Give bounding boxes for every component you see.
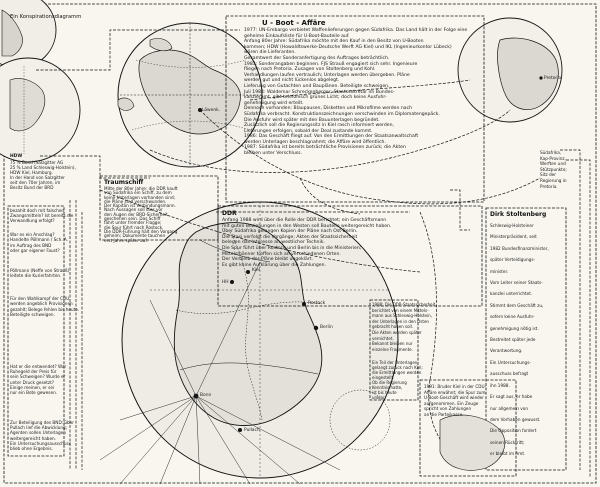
- text-line: bleiben unter Verschluss.: [244, 151, 302, 157]
- text-line: Verantwortung.: [490, 348, 523, 354]
- heading-ddr: DDR: [222, 210, 237, 217]
- text-line: unklar.: [372, 395, 386, 400]
- text-line: 1977: UN-Embargo verbietet Waffenlieferungen gegen Südafrika. Das Land hält in der Folge eine: [244, 28, 468, 33]
- text-line: Kenntnis hatte,: [372, 385, 403, 390]
- text-line: Für den Wahlkampf der CDU: [10, 296, 70, 301]
- text-line: im Auftrag des BND: [10, 242, 52, 248]
- text-line: Affäre erwähnt; die Spur zum: [424, 389, 486, 395]
- text-line: sofern keine Ausfuhr-: [490, 314, 535, 320]
- text-ddr-right: [372, 302, 436, 358]
- text-line: Werften und: [540, 161, 566, 167]
- text-line: Pretoria.: [540, 183, 558, 189]
- text-line: Schleswig-Holsteiner: [490, 223, 534, 228]
- text-line: Stimmt dem Geschäft zu,: [490, 302, 544, 308]
- heading-traumschiff: Traumschiff: [104, 179, 144, 186]
- text-left-bottom: [10, 364, 67, 396]
- text-line: erst Jahre später auf.: [104, 237, 148, 243]
- label-rostock: Rostock: [308, 301, 326, 306]
- text-line: Dennoch vorhanden: Blaupausen, Disketten und Mikrofilme werden nach: [244, 106, 413, 112]
- text-line: minister.: [490, 268, 509, 274]
- text-line: Die Stasi verfolgt die Vorgänge; Akten der Staatssicherheit: [222, 234, 358, 240]
- text-line: spricht von Zahlungen: [424, 406, 472, 412]
- text-line: Ein Teil der Unterlagen: [372, 360, 418, 365]
- text-line: oder gar eigener Faust?: [10, 248, 60, 254]
- text-line: Gesamtwert der Sonderanfertigung des Auftrages beträchtlich.: [244, 55, 390, 61]
- text-line: 1991: Bruder Kiel in der CDU-: [424, 384, 487, 389]
- text-line: belegen das Interesse an westlicher Technik.: [222, 240, 325, 246]
- text-line: kanzlei unterrichtet.: [490, 291, 533, 297]
- text-line: mann aus Schleswig-Holstein,: [372, 313, 432, 319]
- text-line: Die Spur führt über Rostock und Berlin bis in die Ministerien;: [222, 245, 362, 251]
- text-left-question: [10, 232, 69, 256]
- text-line: nur ein Bote gewesen.: [10, 390, 58, 396]
- marker-berlin: [314, 326, 318, 330]
- text-line: gebracht haben soll.: [372, 324, 414, 330]
- marker-pullach: [238, 428, 242, 432]
- text-main-top: [244, 28, 480, 198]
- text-line: Ein Untersuchungsausschuss: [10, 440, 71, 446]
- text-line: bezahlt doch mit falschen: [10, 208, 65, 213]
- text-line: leitete die Kurierfahrten.: [10, 273, 62, 278]
- text-line: aufgenommen. Ein Zeuge: [424, 400, 479, 406]
- text-line: kommen; HDW (Howaldtswerke-Deutsche Werft AG Kiel) und IKL (Ingenieurkontor Lübeck): [244, 44, 452, 50]
- label-kiel: Kiel: [252, 268, 261, 273]
- text-line: Anfang 1988 wird über die Rolle der DDR berichtet; ein Geschäftsmann: [222, 218, 387, 223]
- text-line: Juli 1984: Waldemar Schreckenberger, Staatssekretär im Bundes-: [244, 89, 395, 95]
- text-line: 1987: Südafrika ist bereits beträchtliche Provisionen zurück; die Akten: [244, 145, 406, 151]
- text-line: kanzleramt, gibt telefonisch grünes Licht; doch keine Ausfuhr-: [244, 95, 387, 101]
- text-line: unter Druck gesetzt?: [10, 379, 54, 385]
- text-line: 25 % Land Schleswig-Holstein),: [10, 165, 76, 170]
- text-line: später Verteidigungs-: [490, 257, 536, 263]
- text-line: Ob die Regierung: [372, 380, 407, 385]
- text-line: Lieferungen erfolgen, sobald der Deal zustande kommt.: [244, 128, 373, 134]
- text-line: Einige meinen, er sei: [10, 384, 55, 390]
- text-line: geheime Einkaufsliste für U-Boot-Bauteile auf.: [244, 33, 350, 39]
- text-line: Hat er die entwendet? War: [10, 364, 67, 369]
- text-line: Bestreitet später jede: [490, 337, 536, 343]
- text-line: er bleibt im Amt.: [490, 451, 526, 457]
- text-line: gelangt zurück nach Kiel;: [372, 365, 423, 370]
- text-suedafrika: [540, 150, 596, 190]
- text-line: Mittelsmänner treffen sich an verschiedenen Orten.: [222, 251, 341, 257]
- text-line: Über Südafrika gelangen Kopien der Pläne nach Ost-Berlin.: [222, 229, 358, 235]
- text-line: Beteiligte schweigen.: [10, 312, 55, 318]
- label-bonn: Bonn: [200, 393, 212, 398]
- text-line: Die Akten werden später: [372, 329, 422, 335]
- text-line: von Südafrika ein Schiff, zu dem: [104, 190, 172, 196]
- text-ddr: [222, 218, 478, 274]
- text-line: sein Schweigen? Wurde er: [10, 374, 66, 380]
- text-line: werden angeblich Provisionen: [10, 301, 73, 307]
- text-line: Sitz der: [540, 172, 556, 178]
- text-line: Ein Untersuchungs-: [490, 359, 531, 365]
- text-line: Regierung in: [540, 177, 567, 183]
- text-line: Der Kapitän ist Verbindungsmann.: [104, 203, 176, 209]
- text-line: genehmigung nötig ist.: [490, 325, 539, 331]
- text-line: dem Vorhaben gewusst.: [490, 416, 541, 422]
- text-line: 1988: Die DDR-Staatssicherheit: [372, 302, 436, 307]
- diagram-title: U - Boot - Affäre: [262, 19, 326, 27]
- text-line: geheim; Dokumente tauchen: [104, 233, 166, 239]
- text-line: Südafrika verbracht. Konstruktionszeichnungen verschwinden im Diplomatengepäck.: [244, 111, 440, 117]
- marker-hh: [230, 280, 234, 284]
- text-line: der Unterlagen in den Osten: [372, 318, 429, 324]
- text-line: Besitz Bund der BRD: [10, 185, 54, 190]
- text-line: gezahlt; Belege fehlen bis heute.: [10, 306, 80, 312]
- text-line: 1982 Bundesfinanzminister,: [490, 245, 549, 251]
- text-line: berichtet von einem Mittels-: [372, 307, 429, 313]
- text-line: werden Unterlagen beschlagnahmt; die Affäre wird öffentlich.: [244, 139, 386, 145]
- text-line: Die DDR-Führung hält den Vorgang: [104, 228, 178, 234]
- text-line: ausschuss befragt: [490, 371, 529, 377]
- text-line: einzelne Fragmente.: [372, 346, 413, 352]
- text-line: Verhandlungen laufen vertraulich; Unterlagen werden übergeben. Pläne: [244, 72, 410, 78]
- text-line: Ministerpräsident, seit: [490, 234, 537, 240]
- text-line: Die Ausfuhr wird später mit den Bauunterlagen begründet.: [244, 117, 380, 123]
- text-left-bnd: [10, 420, 75, 452]
- text-line: Lieferung von Gutachten und Bauplänen. Beteiligte schweigen.: [244, 83, 390, 89]
- text-line: Die Opposition fordert: [490, 428, 537, 434]
- label-berlin: Berlin: [320, 325, 333, 330]
- text-line: eingestellt.: [372, 375, 395, 380]
- text-line: fährt unter fremder Flagge;: [104, 220, 162, 226]
- text-line: vernichtet.: [372, 335, 394, 341]
- label-loewenkopf: Löwenk.: [202, 108, 221, 113]
- text-line: Es gibt keine Aufklärung über die Zahlungen.: [222, 262, 327, 268]
- label-hdw: HDW: [10, 154, 23, 159]
- text-line: ihn 1988.: [490, 382, 510, 388]
- text-line: die Pläne sind verschwunden.: [104, 198, 167, 204]
- text-line: Zusätzlich soll die Regierungssitz in Kiel rasch informiert werden,: [244, 123, 394, 129]
- text-left-campaign: [10, 296, 80, 320]
- text-line: seit den 70er Jahren, im: [10, 180, 61, 185]
- text-line: Er sagt aus, er habe: [490, 394, 533, 400]
- text-line: Pullach lief die Abwicklung;: [10, 425, 68, 431]
- text-line: genehmigung wird erteilt.: [244, 100, 304, 106]
- text-traumschiff: [104, 186, 216, 243]
- text-hdw: [10, 160, 76, 196]
- text-line: blieb ohne Ergebnis.: [10, 446, 53, 452]
- heading-stoltenberg: Dirk Stoltenberg: [490, 211, 547, 218]
- text-line: Zwangsmitteln? Ist bereits die: [10, 213, 74, 218]
- text-line: Nach Aussagen soll dies vor: [104, 207, 163, 213]
- text-line: Bekannt bleiben nur: [372, 341, 413, 347]
- text-line: Zur Beteiligung des BND: über: [10, 420, 75, 425]
- text-line: den Augen der BRD-Sicherheit: [104, 211, 168, 217]
- text-line: U-Boot-Geschäft wird wieder: [424, 395, 484, 401]
- text-left-mid: [10, 208, 74, 226]
- text-line: Vom Leiter seiner Staats-: [490, 280, 543, 286]
- text-line: seinen Rücktritt;: [490, 439, 525, 445]
- text-line: Stützpunkte;: [540, 166, 567, 172]
- text-line: Pöllmann (Neffe von Strauß): [10, 268, 70, 273]
- text-line: Handelte Pöllmann / Sch. A.: [10, 237, 69, 243]
- diagram-kicker: Ein Konspirationsdiagramm: [10, 14, 82, 20]
- label-pretoria: Pretoria: [544, 76, 562, 81]
- text-line: 1986: Das Geschäft fliegt auf. Von den Ermittlungen der Staatsanwaltschaft: [244, 134, 419, 140]
- text-line: Der Verbleib der Pläne bleibt ungeklärt.: [222, 257, 313, 263]
- text-stoltenberg: [490, 220, 564, 468]
- marker-rostock: [302, 302, 306, 306]
- text-line: wären die Lieferanten.: [244, 50, 296, 56]
- text-line: Südafrika,: [540, 150, 562, 155]
- text-line: Ruhegeld der Preis für: [10, 369, 57, 375]
- text-line: werden gut und nicht lückenlos abgelegt.: [244, 78, 340, 84]
- text-line: Mitte der 80er Jahre: die DDR kauft: [104, 186, 178, 191]
- text-line: Verwandlung erfolgt?: [10, 218, 55, 223]
- text-line: fliegen nach Pretoria. Zusagen von Stoltenberg und Kohl.: [244, 67, 376, 73]
- text-line: die Spur führt nach Rostock.: [104, 224, 164, 230]
- text-line: mit guten Beziehungen in den Westen soll Bauteile weitergereicht haben.: [222, 223, 392, 229]
- text-left-courier: [10, 268, 70, 280]
- text-line: an die Parteikasse.: [424, 411, 464, 417]
- text-line: Kap-Provinz,: [540, 155, 566, 161]
- text-line: Agenten sollen Unterlagen: [10, 430, 66, 436]
- text-line: ist bis heute: [372, 390, 397, 395]
- text-line: die Ermittlungen werden: [372, 370, 422, 375]
- text-line: 1983: Sonderangaben beginnen. FJS Strauß engagiert sich sehr. Ingenieure: [244, 61, 418, 67]
- text-line: weitergereicht haben.: [10, 435, 57, 441]
- marker-bonn: [194, 394, 199, 399]
- text-line: In der Hand von Salzgitter: [10, 175, 65, 180]
- text-line: nur allgemein von: [490, 405, 528, 411]
- label-hh: HH: [222, 280, 229, 285]
- label-pullach: Pullach: [244, 428, 260, 433]
- text-line: HDW Kiel, Hamburg.: [10, 170, 53, 175]
- text-line: keine Unterlagen vorhanden sind;: [104, 194, 176, 200]
- text-ddr-right-2: [372, 360, 423, 400]
- text-line: geschehen sein. Das Schiff: [104, 216, 161, 222]
- text-line: 75 % Bund (Salzgitter AG: [10, 160, 64, 165]
- text-line: Anfang 80er Jahre: Südafrika möchte mit den Kauf in den Besitz von U-Booten: [244, 39, 424, 45]
- text-line: War es ein Anschlag?: [10, 232, 55, 237]
